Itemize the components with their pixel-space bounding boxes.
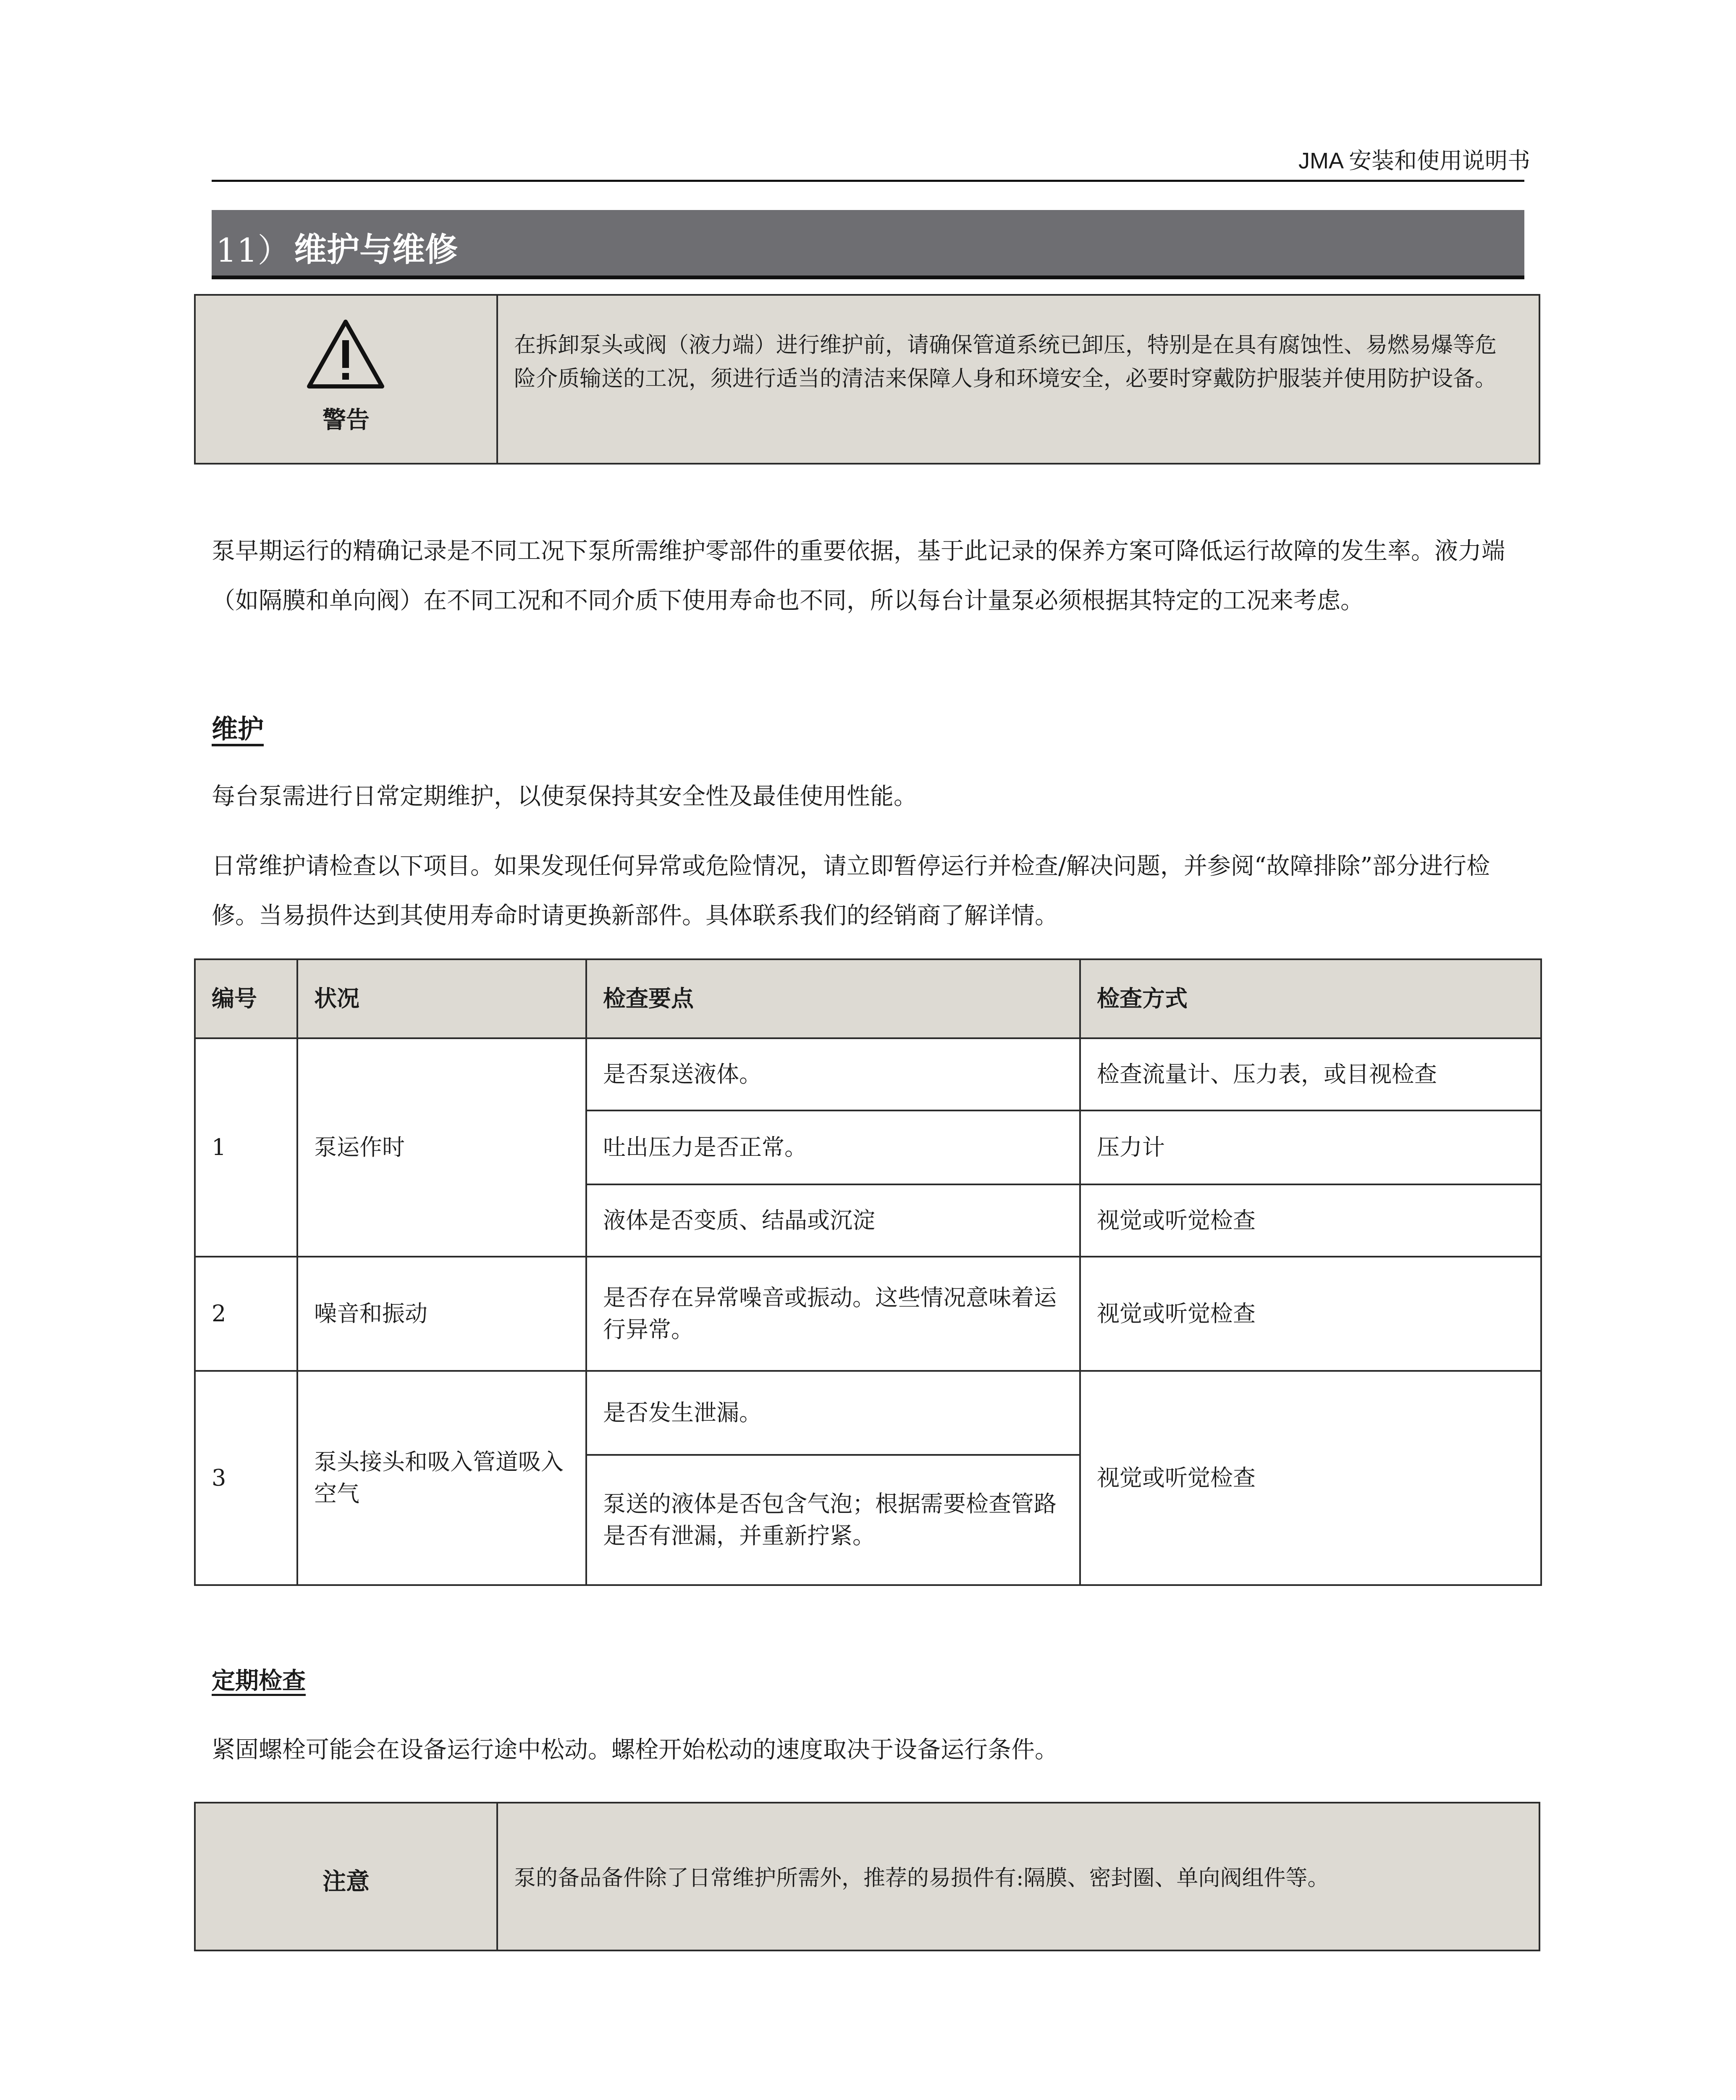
check-point-cell: 液体是否变质、结晶或沉淀: [586, 1184, 1080, 1257]
check-method-cell: 视觉或听觉检查: [1080, 1371, 1541, 1585]
check-point-cell: 是否存在异常噪音或振动。这些情况意味着运行异常。: [586, 1257, 1080, 1371]
row-condition-cell: 泵运作时: [297, 1038, 586, 1257]
table-header-row: [195, 959, 1541, 1038]
inspection-table: [194, 958, 1542, 1586]
note-callout: [194, 1802, 1540, 1951]
row-condition-cell: 噪音和振动: [297, 1257, 586, 1371]
check-point-cell: 是否发生泄漏。: [586, 1371, 1080, 1455]
table-row: [195, 1371, 1541, 1455]
note-label-cell: [196, 1803, 498, 1950]
check-method-cell: 检查流量计、压力表，或目视检查: [1080, 1038, 1541, 1110]
row-number-cell: 1: [195, 1038, 297, 1257]
note-label: 注意: [323, 1868, 370, 1895]
check-point-cell: 是否泵送液体。: [586, 1038, 1080, 1110]
periodic-inspection-paragraph: 紧固螺栓可能会在设备运行途中松动。螺栓开始松动的速度取决于设备运行条件。: [212, 1736, 1058, 1764]
row-number-cell: 2: [195, 1257, 297, 1371]
warning-label: 警告: [323, 407, 370, 434]
maintenance-paragraph-2: 日常维护请检查以下项目。如果发现任何异常或危险情况，请立即暂停运行并检查/解决问题，并参阅“故障排除”部分进行检修。当易损件达到其使用寿命时请更换新部件。具体联系我们的经销商了解详情。: [212, 853, 1490, 929]
header-title: JMA 安装和使用说明书: [1298, 148, 1530, 173]
table-row: [195, 1257, 1541, 1371]
warning-text: 在拆卸泵头或阀（液力端）进行维护前，请确保管道系统已卸压，特别是在具有腐蚀性、易燃易爆等危险介质输送的工况，须进行适当的清洁来保障人身和环境安全，必要时穿戴防护服装并使用防护设备。: [514, 333, 1497, 391]
periodic-inspection-heading: 定期检查: [212, 1667, 306, 1695]
row-condition-cell: 泵头接头和吸入管道吸入空气: [297, 1371, 586, 1585]
check-method-cell: 压力计: [1080, 1110, 1541, 1184]
column-header-number: 编号: [195, 959, 297, 1038]
intro-paragraph: 泵早期运行的精确记录是不同工况下泵所需维护零部件的重要依据，基于此记录的保养方案可降低运行故障的发生率。液力端（如隔膜和单向阀）在不同工况和不同介质下使用寿命也不同，所以每台计量泵必须根据其特定的工况来考虑。: [212, 538, 1505, 614]
maintenance-heading: 维护: [212, 714, 264, 744]
check-point-cell: 吐出压力是否正常。: [586, 1110, 1080, 1184]
section-title-bar: [212, 210, 1524, 279]
warning-triangle-icon: [306, 318, 385, 390]
section-number: 11）: [216, 232, 291, 270]
check-method-cell: 视觉或听觉检查: [1080, 1257, 1541, 1371]
column-header-condition: 状况: [297, 959, 586, 1038]
note-text: 泵的备品备件除了日常维护所需外，推荐的易损件有:隔膜、密封圈、单向阀组件等。: [514, 1866, 1330, 1891]
table-row: [195, 1038, 1541, 1110]
warning-label-cell: [196, 296, 498, 463]
row-number-cell: 3: [195, 1371, 297, 1585]
warning-callout: [194, 294, 1540, 465]
check-point-cell: 泵送的液体是否包含气泡；根据需要检查管路是否有泄漏，并重新拧紧。: [586, 1455, 1080, 1585]
check-method-cell: 视觉或听觉检查: [1080, 1184, 1541, 1257]
column-header-check-points: 检查要点: [586, 959, 1080, 1038]
maintenance-paragraph-1: 每台泵需进行日常定期维护，以使泵保持其安全性及最佳使用性能。: [212, 783, 917, 810]
header-divider: [212, 180, 1524, 182]
column-header-check-method: 检查方式: [1080, 959, 1541, 1038]
section-title: 维护与维修: [294, 231, 458, 269]
